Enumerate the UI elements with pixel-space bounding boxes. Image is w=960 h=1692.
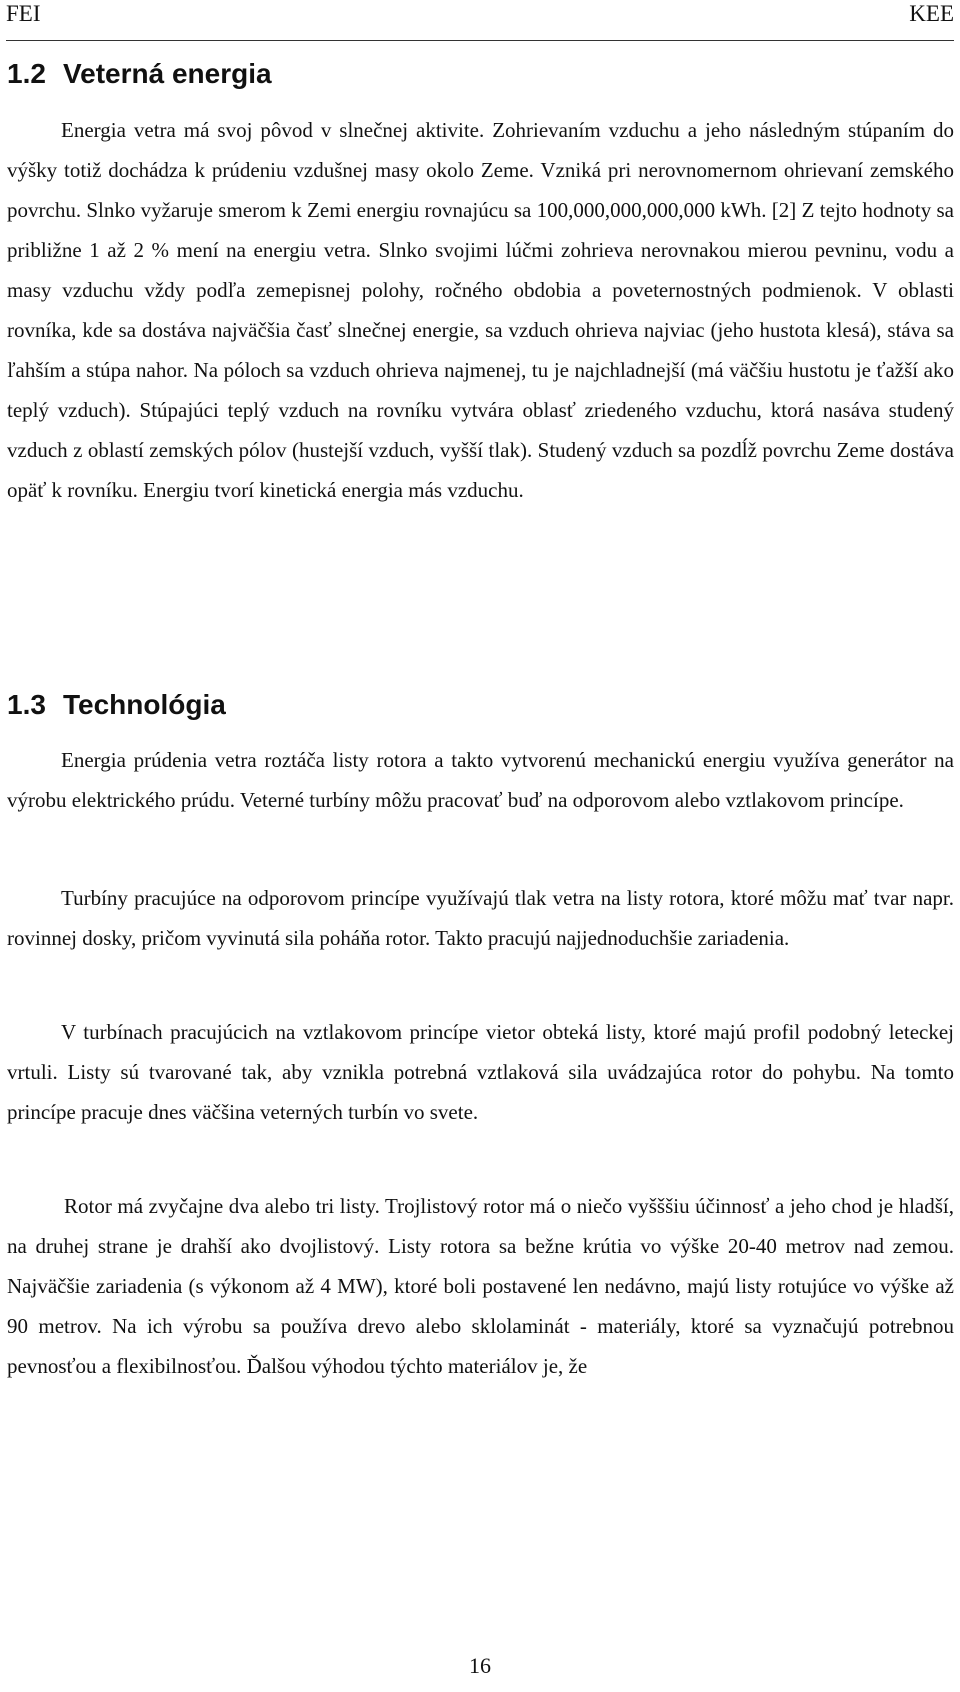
paragraph <box>7 1186 954 1386</box>
paragraph <box>7 1012 954 1132</box>
header-divider <box>6 40 954 41</box>
paragraph-text: V turbínach pracujúcich na vztlakovom princípe vietor obteká listy, ktoré majú profil podobný leteckej vrtuli. Listy sú tvarované tak, aby vznikla potrebná vztlaková sila uvádzajúca rotor do pohybu. Na tomto princípe pracuje dnes väčšina veterných turbín vo svete. <box>7 1020 954 1124</box>
header-left: FEI <box>6 1 41 26</box>
header-right: KEE <box>909 1 954 26</box>
page-number: 16 <box>469 1653 491 1678</box>
paragraph-text: Rotor má zvyčajne dva alebo tri listy. Trojlistový rotor má o niečo vyšššiu účinnosť a jeho chod je hladší, na druhej strane je drahší ako dvojlistový. Listy rotora sa bežne krútia vo výške 20-40 metrov nad zemou. Najväčšie zariadenia (s výkonom až 4 MW), ktoré boli postavené len nedávno, majú listy rotujúce vo výške až 90 metrov. Na ich výrobu sa používa drevo alebo sklolaminát - materiály, ktoré sa vyznačujú potrebnou pevnosťou a flexibilnosťou. Ďalšou výhodou týchto materiálov je, že <box>7 1194 954 1378</box>
paragraph-text: Energia vetra má svoj pôvod v slnečnej aktivite. Zohrievaním vzduchu a jeho následným stúpaním do výšky totiž dochádza k prúdeniu vzdušnej masy okolo Zeme. Vzniká pri nerovnomernom ohrievaní zemského povrchu. Slnko vyžaruje smerom k Zemi energiu rovnajúcu sa 100,000,000,000,000 kWh. [2] Z tejto hodnoty sa približne 1 až 2 % mení na energiu vetra. Slnko svojimi lúčmi zohrieva nerovnakou mierou pevninu, vodu a masy vzduchu vždy podľa zemepisnej polohy, ročného obdobia a poveternostných podmienok. V oblasti rovníka, kde sa dostáva najväčšia časť slnečnej energie, sa vzduch ohrieva najviac (jeho hustota klesá), stáva sa ľahším a stúpa nahor. Na póloch sa vzduch ohrieva najmenej, tu je najchladnejší (má väčšiu hustotu je ťažší ako teplý vzduch). Stúpajúci teplý vzduch na rovníku vytvára oblasť zriedeného vzduchu, ktorá nasáva studený vzduch z oblastí zemských pólov (hustejší vzduch, vyšší tlak). Studený vzduch sa pozdĺž povrchu Zeme dostáva opäť k rovníku. Energiu tvorí kinetická energia más vzduchu. <box>7 118 954 502</box>
paragraph-text: Energia prúdenia vetra roztáča listy rotora a takto vytvorenú mechanickú energiu využíva generátor na výrobu elektrického prúdu. Veterné turbíny môžu pracovať buď na odporovom alebo vztlakovom princípe. <box>7 748 954 812</box>
page-header <box>6 0 954 28</box>
paragraph <box>7 878 954 958</box>
section-heading <box>7 57 272 91</box>
paragraph <box>7 740 954 820</box>
section-number: 1.2 <box>7 58 46 89</box>
section-number: 1.3 <box>7 689 46 720</box>
paragraph-text: Turbíny pracujúce na odporovom princípe využívajú tlak vetra na listy rotora, ktoré môžu mať tvar napr. rovinnej dosky, pričom vyvinutá sila poháňa rotor. Takto pracujú najjednoduchšie zariadenia. <box>7 886 954 950</box>
section-title: Technológia <box>63 689 226 720</box>
section-heading <box>7 688 226 722</box>
section-title: Veterná energia <box>63 58 272 89</box>
paragraph <box>7 110 954 510</box>
